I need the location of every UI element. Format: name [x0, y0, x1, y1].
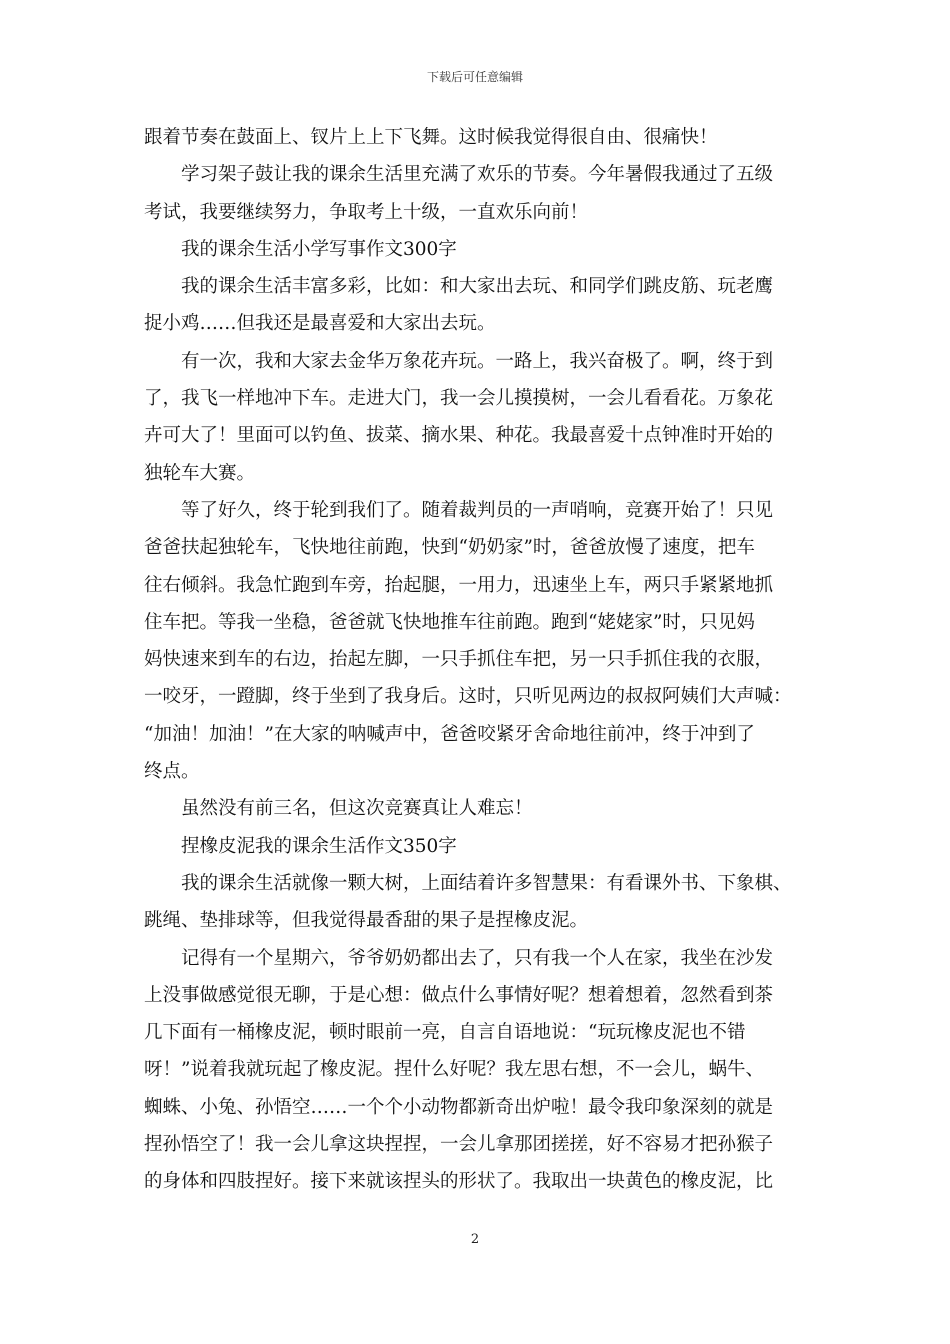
text-line: 捏孙悟空了！我一会儿拿这块捏捏，一会儿拿那团搓搓，好不容易才把孙猴子 [144, 1134, 774, 1156]
text-line: 我的课余生活小学写事作文300字 [181, 238, 457, 260]
text-line: 跳绳、垫排球等，但我觉得最香甜的果子是捏橡皮泥。 [144, 910, 589, 932]
text-line: 跟着节奏在鼓面上、钗片上上下飞舞。这时候我觉得很自由、很痛快！ [144, 127, 718, 148]
text-line: 独轮车大赛。 [144, 462, 256, 484]
text-line: 终点。 [144, 761, 200, 783]
text-line: 捉小鸡……但我还是最喜爱和大家出去玩。 [144, 313, 496, 335]
text-line: 有一次，我和大家去金华万象花卉玩。一路上，我兴奋极了。啊，终于到 [181, 350, 774, 372]
text-line: 卉可大了！里面可以钓鱼、拔菜、摘水果、种花。我最喜爱十点钟准时开始的 [144, 425, 774, 447]
text-line: “加油！加油！”在大家的呐喊声中，爸爸咬紧牙舍命地往前冲，终于冲到了 [144, 723, 755, 745]
text-line: 蜘蛛、小兔、孙悟空……一个个小动物都新奇出炉啦！最令我印象深刻的就是 [144, 1096, 774, 1118]
text-line: 上没事做感觉很无聊，于是心想：做点什么事情好呢？想着想着，忽然看到茶 [144, 984, 774, 1006]
text-line: 一咬牙，一蹬脚，终于坐到了我身后。这时，只听见两边的叔叔阿姨们大声喊： [144, 686, 792, 708]
text-line: 往右倾斜。我急忙跑到车旁，抬起腿，一用力，迅速坐上车，两只手紧紧地抓 [144, 574, 774, 596]
text-line: 爸爸扶起独轮车，飞快地往前跑，快到“奶奶家”时，爸爸放慢了速度，把车 [144, 537, 755, 559]
text-line: 捏橡皮泥我的课余生活作文350字 [181, 835, 457, 857]
text-line: 记得有一个星期六，爷爷奶奶都出去了，只有我一个人在家，我坐在沙发 [181, 947, 774, 969]
text-line: 住车把。等我一坐稳，爸爸就飞快地推车往前跑。跑到“姥姥家”时，只见妈 [144, 611, 755, 633]
text-line: 考试，我要继续努力，争取考上十级，一直欢乐向前！ [144, 201, 589, 223]
text-line: 几下面有一桶橡皮泥，顿时眼前一亮，自言自语地说：“玩玩橡皮泥也不错 [144, 1022, 746, 1044]
text-line: 妈快速来到车的右边，抬起左脚，一只手抓住车把，另一只手抓住我的衣服， [144, 649, 774, 671]
page-header: 下载后可任意编辑 [426, 70, 523, 84]
text-line: 我的课余生活丰富多彩，比如：和大家出去玩、和同学们跳皮筋、玩老鹰 [181, 276, 774, 298]
document-body [144, 119, 808, 1201]
text-line: 的身体和四肢捏好。接下来就该捏头的形状了。我取出一块黄色的橡皮泥，比 [144, 1171, 774, 1193]
text-line: 呀！”说着我就玩起了橡皮泥。捏什么好呢？我左思右想，不一会儿，蜗牛、 [144, 1059, 764, 1081]
text-line: 了，我飞一样地冲下车。走进大门，我一会儿摸摸树，一会儿看看花。万象花 [144, 388, 774, 410]
text-line: 等了好久，终于轮到我们了。随着裁判员的一声哨响，竞赛开始了！只见 [181, 499, 774, 521]
text-line: 学习架子鼓让我的课余生活里充满了欢乐的节奏。今年暑假我通过了五级 [181, 164, 774, 186]
text-line: 虽然没有前三名，但这次竞赛真让人难忘！ [181, 798, 533, 820]
page-number: 2 [470, 1232, 480, 1247]
text-line: 我的课余生活就像一颗大树，上面结着许多智慧果：有看课外书、下象棋、 [181, 872, 792, 894]
